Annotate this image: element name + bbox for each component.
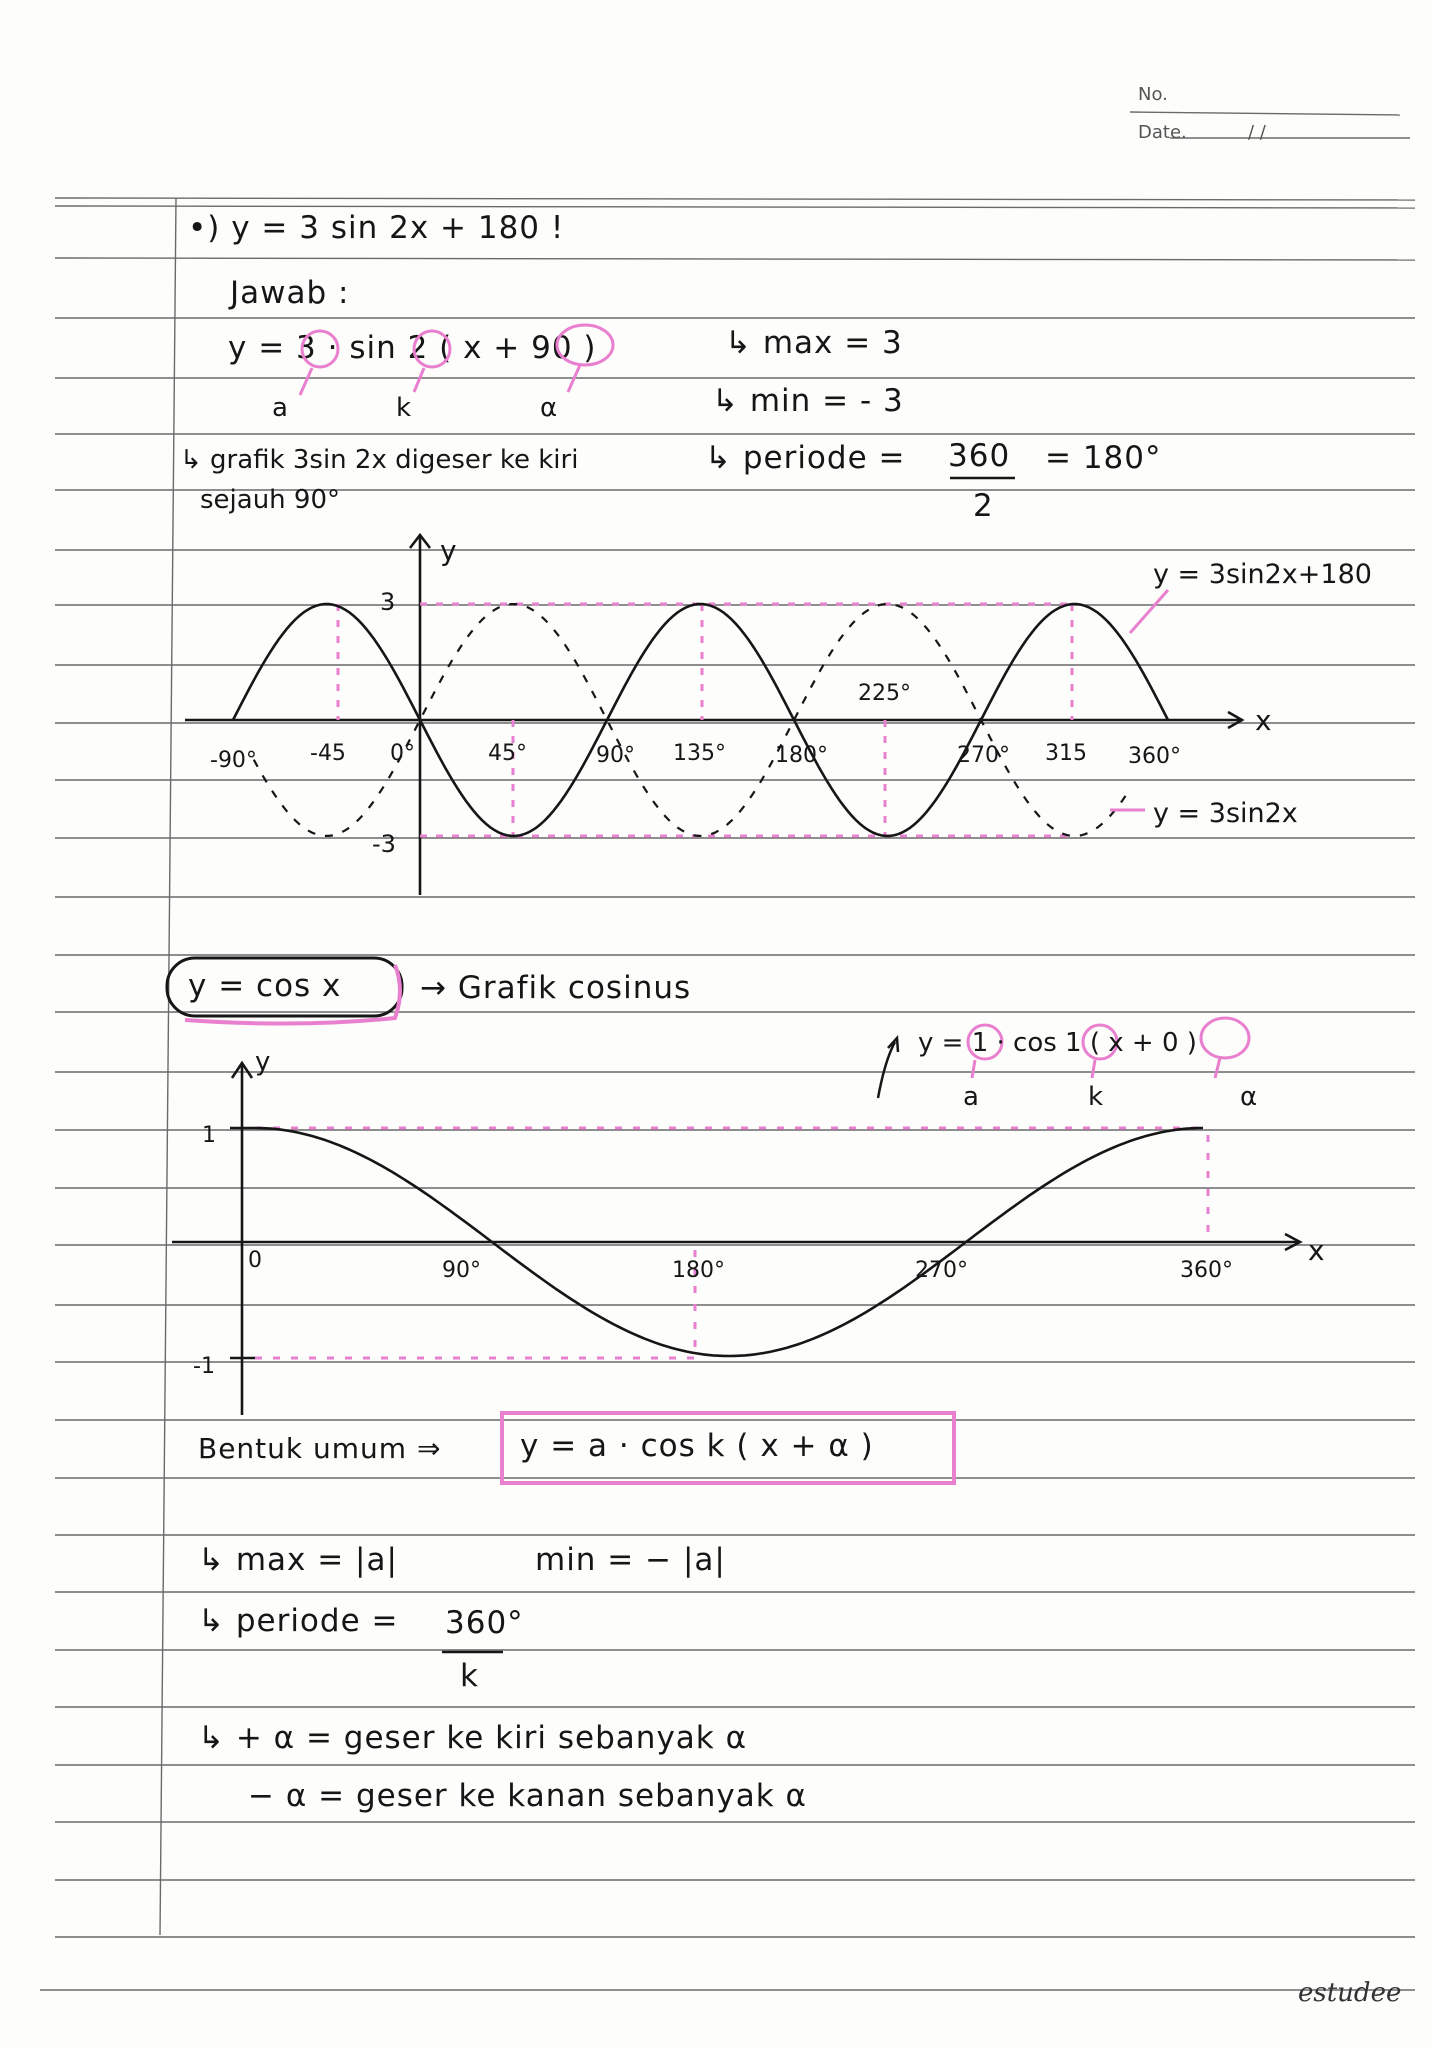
periode-result: = 180° <box>1045 440 1162 476</box>
cosine-formula: y = 1 · cos 1 ( x + 0 ) <box>918 1028 1197 1058</box>
periode-numerator: 360 <box>948 438 1011 474</box>
note-periode-den: k <box>460 1658 479 1694</box>
cos-param-a: a <box>963 1082 979 1112</box>
cos-xtick: 180° <box>672 1258 725 1283</box>
general-form-label: Bentuk umum ⇒ <box>198 1432 442 1465</box>
sine-xtick: 45° <box>488 741 527 766</box>
param-a: a <box>272 393 288 423</box>
shift-note-line1: ↳ grafik 3sin 2x digeser ke kiri <box>180 445 579 475</box>
param-alpha: α <box>540 393 558 423</box>
cos-y-label: y <box>255 1047 271 1077</box>
sine-xtick: 225° <box>858 681 911 706</box>
cos-xtick: 270° <box>915 1258 968 1283</box>
cos-ytick-neg1: -1 <box>193 1354 215 1379</box>
sine-xtick: 270° <box>957 743 1010 768</box>
no-label: No. <box>1138 84 1168 105</box>
sine-y-label: y <box>440 534 457 567</box>
general-form-formula: y = a · cos k ( x + α ) <box>520 1428 874 1464</box>
param-k: k <box>396 393 412 423</box>
cos-ytick-1: 1 <box>202 1123 216 1148</box>
sine-xtick: -45 <box>310 741 346 766</box>
sine-xtick: 180° <box>775 743 828 768</box>
cos-param-alpha: α <box>1240 1082 1258 1112</box>
label-original-function: y = 3sin2x <box>1153 798 1298 829</box>
jawab-label: Jawab : <box>230 275 350 311</box>
note-periode-num: 360° <box>445 1605 524 1641</box>
periode-denominator: 2 <box>973 488 994 524</box>
cos-param-k: k <box>1088 1082 1104 1112</box>
sine-formula: y = 3 · sin 2 ( x + 90 ) <box>228 330 597 366</box>
cos-x-label: x <box>1308 1234 1325 1267</box>
shift-note-line2: sejauh 90° <box>200 485 341 515</box>
sine-xtick: 315 <box>1045 741 1087 766</box>
watermark-logo: estudee <box>1298 1978 1402 2008</box>
sine-xtick: -90° <box>210 748 257 773</box>
cosine-arrow-title: → Grafik cosinus <box>420 970 692 1006</box>
note-shift-left: ↳ + α = geser ke kiri sebanyak α <box>198 1720 748 1756</box>
sine-ytick-neg3: -3 <box>372 830 396 858</box>
sine-xtick: 0° <box>390 741 415 766</box>
question-text: •) y = 3 sin 2x + 180 ! <box>188 210 565 246</box>
note-periode-label: ↳ periode = <box>198 1603 399 1639</box>
sine-xtick: 360° <box>1128 744 1181 769</box>
sine-x-label: x <box>1255 704 1272 737</box>
min-value: ↳ min = - 3 <box>712 383 904 419</box>
sine-ytick-3: 3 <box>380 588 396 616</box>
label-shifted-function: y = 3sin2x+180 <box>1153 559 1372 590</box>
sine-xtick: 90° <box>596 743 635 768</box>
note-max: ↳ max = |a| <box>198 1542 398 1578</box>
periode-label: ↳ periode = <box>705 440 906 476</box>
note-min: min = − |a| <box>535 1542 726 1578</box>
date-slashes: / / <box>1248 122 1266 143</box>
sine-xtick: 135° <box>673 741 726 766</box>
max-value: ↳ max = 3 <box>725 325 903 361</box>
cos-xtick: 90° <box>442 1258 481 1283</box>
note-shift-right: − α = geser ke kanan sebanyak α <box>248 1778 807 1814</box>
cos-xtick: 360° <box>1180 1258 1233 1283</box>
date-label: Date. <box>1138 122 1187 143</box>
cosine-boxed-title: y = cos x <box>188 968 342 1004</box>
cos-origin: 0 <box>248 1248 262 1273</box>
